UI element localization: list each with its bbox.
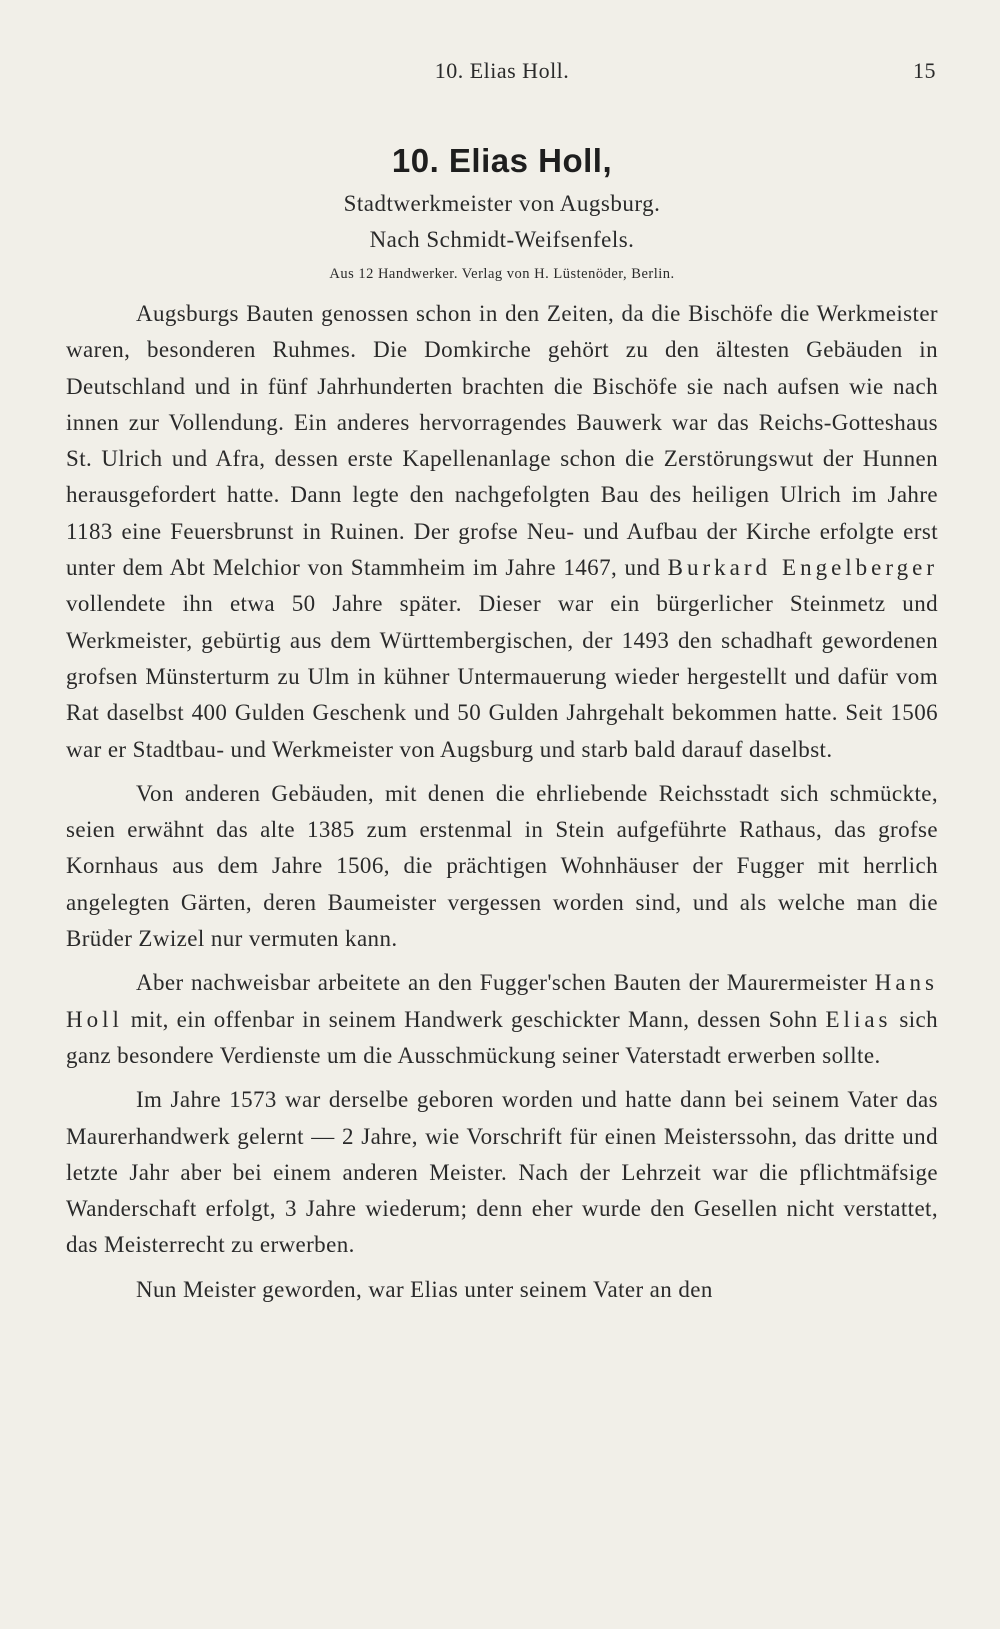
- source-citation: Aus 12 Handwerker. Verlag von H. Lüstenöder, Berlin.: [329, 266, 675, 282]
- person-name-burkard-engelberger: Burkard Engelberger: [667, 555, 938, 581]
- paragraph-1-text-a: Augsburgs Bauten genossen schon in den Zeiten, da die Bischöfe die Werkmeister waren, besonderen Ruhmes. Die Domkirche gehört zu den ältesten Gebäuden in Deutschland und in fünf Jahrhunderten brachten die Bischöfe sie nach aufsen wie nach innen zur Vollendung. Ein anderes hervorragendes Bauwerk war das Reichs-Gotteshaus St. Ulrich und Afra, dessen erste Kapellenanlage schon die Zerstörungswut der Hunnen herausgefordert hatte. Dann legte den nachgefolgten Bau des heiligen Ulrich im Jahre 1183 eine Feuersbrunst in Ruinen. Der grofse Neu- und Aufbau der Kirche erfolgte erst unter dem Abt Melchior von Stammheim im Jahre 1467, und: [66, 301, 938, 581]
- page-number: 15: [913, 58, 936, 83]
- paragraph-3-text-c: sich ganz besondere Verdienste um die Ausschmückung seiner Vaterstadt erwerben sollte.: [66, 1006, 938, 1068]
- body-text: [66, 296, 938, 1316]
- chapter-heading: [66, 136, 938, 286]
- running-head: [66, 58, 938, 90]
- chapter-title: 10. Elias Holl,: [391, 142, 613, 179]
- paragraph-1: [66, 296, 938, 768]
- paragraph-5: Nun Meister geworden, war Elias unter seinem Vater an den: [136, 1276, 713, 1302]
- chapter-attribution: Nach Schmidt-Weifsenfels.: [369, 227, 635, 252]
- paragraph-2: Von anderen Gebäuden, mit denen die ehrliebende Reichsstadt sich schmückte, seien erwähnt das alte 1385 zum erstenmal in Stein aufgeführte Rathaus, das grofse Kornhaus aus dem Jahre 1506, die prächtigen Wohnhäuser der Fugger mit herrlich angelegten Gärten, deren Baumeister vergessen worden sind, und als welche man die Brüder Zwizel nur vermuten kann.: [66, 780, 938, 952]
- running-title: 10. Elias Holl.: [434, 58, 570, 83]
- paragraph-3: [66, 965, 938, 1074]
- chapter-subtitle: Stadtwerkmeister von Augsburg.: [343, 191, 661, 216]
- paragraph-3-text-a: Aber nachweisbar arbeitete an den Fugger'schen Bauten der Maurermeister: [136, 970, 875, 996]
- person-name-hans-holl: Hans Holl: [66, 970, 938, 1032]
- paragraph-3-text-b: mit, ein offenbar in seinem Handwerk geschickter Mann, dessen Sohn: [122, 1006, 826, 1032]
- paragraph-1-text-b: vollendete ihn etwa 50 Jahre später. Dieser war ein bürgerlicher Steinmetz und Werkmeister, gebürtig aus dem Württembergischen, der 1493 den schadhaft gewordenen grofsen Münsterturm zu Ulm in kühner Untermauerung wieder hergestellt und dafür vom Rat daselbst 400 Gulden Geschenk und 50 Gulden Jahrgehalt bekommen hatte. Seit 1506 war er Stadtbau- und Werkmeister von Augsburg und starb bald darauf daselbst.: [66, 591, 938, 762]
- person-name-elias: Elias: [825, 1006, 892, 1032]
- paragraph-4: Im Jahre 1573 war derselbe geboren worden und hatte dann bei seinem Vater das Maurerhandwerk gelernt — 2 Jahre, wie Vorschrift für einen Meisterssohn, das dritte und letzte Jahr aber bei einem anderen Meister. Nach der Lehrzeit war die pflichtmäfsige Wanderschaft erfolgt, 3 Jahre wiederum; denn eher wurde den Gesellen nicht verstattet, das Meisterrecht zu erwerben.: [66, 1087, 938, 1258]
